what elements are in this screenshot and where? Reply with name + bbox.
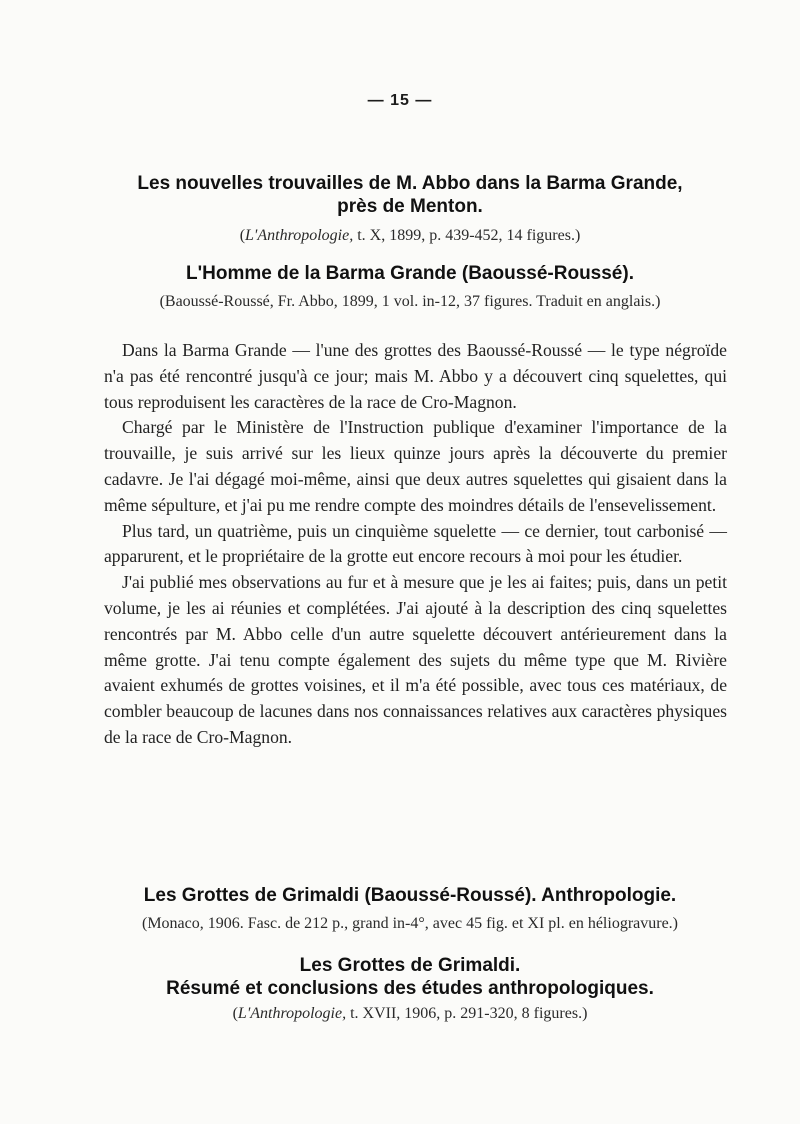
section-citation-grottes-grimaldi: (Monaco, 1906. Fasc. de 212 p., grand in-4°, avec 45 fig. et XI pl. en héliogravure.) (141, 915, 679, 932)
section-resume-conclusions (90, 954, 730, 1000)
citation-details: t. X, 1899, p. 439-452, 14 figures. (357, 227, 575, 244)
section-citation-resume: (L'Anthropologie, t. XVII, 1906, p. 291-320, 8 figures.) (232, 1005, 588, 1022)
paragraph: Plus tard, un quatrième, puis un cinquième squelette — ce dernier, tout carbonisé — apparurent, et le propriétaire de la grotte eut encore recours à moi pour les étudier. (104, 520, 727, 567)
section-title-line2: près de Menton. (337, 196, 483, 217)
section-title-grottes-grimaldi: Les Grottes de Grimaldi (Baoussé-Roussé). Anthropologie. (143, 885, 677, 906)
paragraph: Dans la Barma Grande — l'une des grottes des Baoussé-Roussé — le type négroïde n'a pas été rencontré jusqu'à ce jour; mais M. Abbo y a découvert cinq squelettes, qui tous reproduisent les caractères de la race de Cro-Magnon. (104, 340, 727, 412)
body-text (104, 338, 727, 751)
page-number: — 15 — (367, 92, 433, 109)
section-title-line2: Résumé et conclusions des études anthropologiques. (166, 978, 654, 999)
section-title-homme-barma: L'Homme de la Barma Grande (Baoussé-Roussé). (186, 263, 634, 284)
section-title-line1: Les nouvelles trouvailles de M. Abbo dans la Barma Grande, (137, 173, 683, 194)
journal-name: L'Anthropologie, (237, 1005, 347, 1022)
section-citation: (L'Anthropologie, t. X, 1899, p. 439-452, 14 figures.) (239, 227, 581, 244)
journal-name: L'Anthropologie, (245, 227, 354, 244)
section-abbo-trouvailles (90, 172, 730, 218)
citation-details: t. XVII, 1906, p. 291-320, 8 figures. (350, 1005, 583, 1022)
paragraph: Chargé par le Ministère de l'Instruction publique d'examiner l'importance de la trouvaille, je suis arrivé sur les lieux quinze jours après la découverte du premier cadavre. Je l'ai dégagé moi-même, ainsi que deux autres squelettes qui gisaient dans la même sépulture, et j'ai pu me rendre compte des moindres détails de l'ensevelissement. (104, 417, 727, 515)
paragraph: J'ai publié mes observations au fur et à mesure que je les ai faites; puis, dans un petit volume, je les ai réunies et complétées. J'ai ajouté à la description des cinq squelettes rencontrés par M. Abbo celle d'un autre squelette découvert antérieurement dans la même grotte. J'ai tenu compte également des sujets du même type que M. Rivière avaient exhumés de grottes voisines, et il m'a été possible, avec tous ces matériaux, de combler beaucoup de lacunes dans nos connaissances relatives aux caractères physiques de la race de Cro-Magnon. (104, 572, 727, 747)
section-title-line1: Les Grottes de Grimaldi. (299, 955, 521, 976)
section-citation-homme-barma: (Baoussé-Roussé, Fr. Abbo, 1899, 1 vol. in-12, 37 figures. Traduit en anglais.) (159, 293, 661, 310)
